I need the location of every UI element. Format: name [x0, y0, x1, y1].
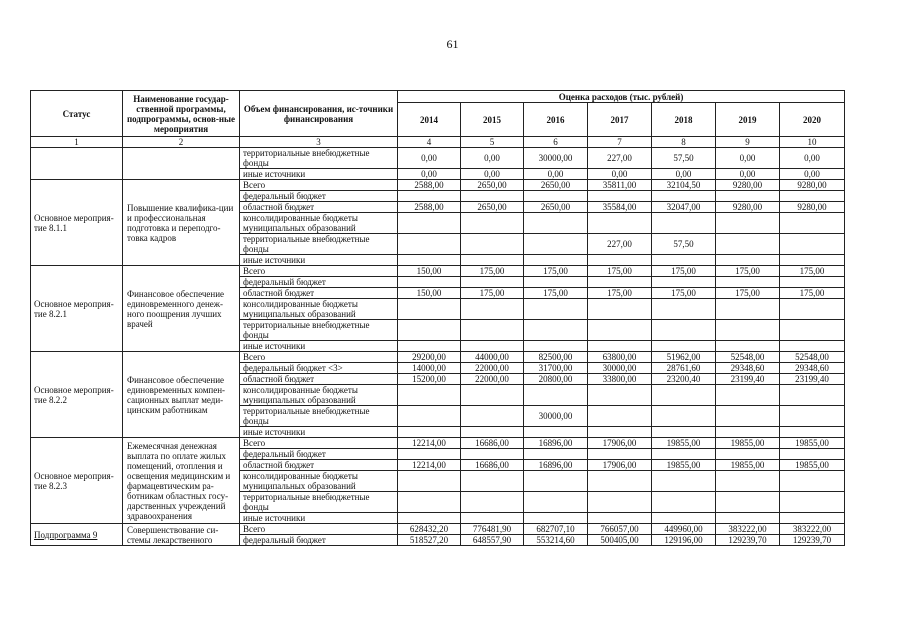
funding-source: федеральный бюджет <3>	[240, 363, 398, 374]
amount-cell: 15200,00	[398, 374, 461, 385]
amount-cell	[588, 341, 652, 352]
funding-source: территориальные внебюджетные фонды	[240, 148, 398, 169]
amount-cell	[524, 385, 588, 406]
amount-cell: 31700,00	[524, 363, 588, 374]
amount-cell: 175,00	[780, 266, 845, 277]
amount-cell: 500405,00	[588, 535, 652, 546]
column-number: 7	[588, 137, 652, 148]
amount-cell	[398, 492, 461, 513]
table-row	[31, 266, 845, 277]
status-cell: Подпрограмма 9	[31, 524, 123, 546]
amount-cell	[780, 255, 845, 266]
funding-source: областной бюджет	[240, 460, 398, 471]
amount-cell	[588, 471, 652, 492]
amount-cell	[524, 427, 588, 438]
amount-cell	[588, 299, 652, 320]
amount-cell	[588, 213, 652, 234]
status-cell: Основное мероприя-тие 8.2.3	[31, 438, 123, 524]
status-cell: Основное мероприя-тие 8.2.2	[31, 352, 123, 438]
amount-cell: 150,00	[398, 266, 461, 277]
amount-cell: 63800,00	[588, 352, 652, 363]
amount-cell	[398, 299, 461, 320]
funding-source: федеральный бюджет	[240, 449, 398, 460]
amount-cell: 17906,00	[588, 460, 652, 471]
funding-source: областной бюджет	[240, 202, 398, 213]
amount-cell	[588, 320, 652, 341]
amount-cell: 2588,00	[398, 202, 461, 213]
funding-source: иные источники	[240, 513, 398, 524]
amount-cell	[588, 277, 652, 288]
header-name: Наименование государ-ственной программы, подпрограммы, основ-ные мероприятия	[123, 91, 240, 137]
header-year: 2015	[461, 103, 524, 137]
measure-name-cell: Финансовое обеспечение единовременных компен-сационных выплат меди-цинским работникам	[123, 352, 240, 438]
amount-cell	[716, 385, 780, 406]
amount-cell	[716, 234, 780, 255]
amount-cell: 0,00	[716, 169, 780, 180]
amount-cell: 0,00	[398, 148, 461, 169]
amount-cell: 383222,00	[716, 524, 780, 535]
amount-cell	[652, 191, 716, 202]
table-row	[31, 352, 845, 363]
funding-source: областной бюджет	[240, 288, 398, 299]
amount-cell: 23199,40	[780, 374, 845, 385]
amount-cell: 28761,60	[652, 363, 716, 374]
funding-source: консолидированные бюджеты муниципальных образований	[240, 385, 398, 406]
amount-cell: 129239,70	[716, 535, 780, 546]
amount-cell	[716, 299, 780, 320]
amount-cell	[524, 341, 588, 352]
amount-cell	[398, 471, 461, 492]
amount-cell: 150,00	[398, 288, 461, 299]
amount-cell: 52548,00	[780, 352, 845, 363]
amount-cell: 175,00	[716, 266, 780, 277]
amount-cell: 518527,20	[398, 535, 461, 546]
amount-cell	[780, 320, 845, 341]
amount-cell	[716, 427, 780, 438]
amount-cell	[524, 449, 588, 460]
amount-cell	[652, 213, 716, 234]
amount-cell: 82500,00	[524, 352, 588, 363]
status-cell	[31, 148, 123, 180]
amount-cell	[780, 299, 845, 320]
amount-cell: 0,00	[652, 169, 716, 180]
amount-cell	[524, 234, 588, 255]
amount-cell	[652, 320, 716, 341]
funding-source: Всего	[240, 524, 398, 535]
amount-cell	[588, 191, 652, 202]
funding-source: Всего	[240, 180, 398, 191]
amount-cell	[398, 341, 461, 352]
amount-cell	[588, 406, 652, 427]
amount-cell	[780, 406, 845, 427]
amount-cell: 2650,00	[461, 180, 524, 191]
amount-cell: 776481,90	[461, 524, 524, 535]
header-year: 2016	[524, 103, 588, 137]
amount-cell	[588, 385, 652, 406]
header-year: 2019	[716, 103, 780, 137]
amount-cell	[716, 513, 780, 524]
amount-cell: 0,00	[780, 169, 845, 180]
amount-cell: 16896,00	[524, 438, 588, 449]
status-cell: Основное мероприя-тие 8.1.1	[31, 180, 123, 266]
header-year: 2017	[588, 103, 652, 137]
amount-cell: 2650,00	[461, 202, 524, 213]
column-number: 2	[123, 137, 240, 148]
column-number: 8	[652, 137, 716, 148]
name-cell	[123, 148, 240, 180]
table-row	[31, 180, 845, 191]
amount-cell	[461, 513, 524, 524]
amount-cell	[588, 255, 652, 266]
amount-cell: 129196,00	[652, 535, 716, 546]
funding-source: консолидированные бюджеты муниципальных образований	[240, 213, 398, 234]
funding-source: иные источники	[240, 169, 398, 180]
page-number: 61	[446, 37, 459, 51]
header-status: Статус	[31, 91, 123, 137]
measure-name-cell: Совершенствование си-стемы лекарственного	[123, 524, 240, 546]
amount-cell	[588, 427, 652, 438]
column-number: 4	[398, 137, 461, 148]
measure-name-cell: Повышение квалифика-ции и профессиональная подготовка и переподго-товка кадров	[123, 180, 240, 266]
amount-cell	[398, 449, 461, 460]
amount-cell: 51962,00	[652, 352, 716, 363]
amount-cell	[461, 191, 524, 202]
amount-cell	[524, 492, 588, 513]
amount-cell: 9280,00	[716, 180, 780, 191]
amount-cell: 35811,00	[588, 180, 652, 191]
amount-cell: 12214,00	[398, 438, 461, 449]
amount-cell	[461, 299, 524, 320]
amount-cell: 0,00	[461, 148, 524, 169]
amount-cell	[780, 191, 845, 202]
amount-cell	[524, 471, 588, 492]
amount-cell	[461, 385, 524, 406]
amount-cell: 227,00	[588, 148, 652, 169]
amount-cell: 23199,40	[716, 374, 780, 385]
amount-cell	[461, 255, 524, 266]
amount-cell	[461, 234, 524, 255]
amount-cell	[398, 277, 461, 288]
table-body	[31, 148, 845, 546]
amount-cell: 383222,00	[780, 524, 845, 535]
table-row	[31, 438, 845, 449]
amount-cell: 52548,00	[716, 352, 780, 363]
funding-source: Всего	[240, 352, 398, 363]
amount-cell	[461, 427, 524, 438]
amount-cell	[716, 255, 780, 266]
amount-cell	[398, 513, 461, 524]
amount-cell: 19855,00	[780, 438, 845, 449]
amount-cell: 19855,00	[716, 438, 780, 449]
amount-cell	[716, 406, 780, 427]
amount-cell: 0,00	[398, 169, 461, 180]
amount-cell	[780, 341, 845, 352]
amount-cell: 19855,00	[716, 460, 780, 471]
amount-cell: 0,00	[461, 169, 524, 180]
amount-cell	[524, 277, 588, 288]
amount-cell	[588, 449, 652, 460]
amount-cell	[398, 255, 461, 266]
amount-cell	[652, 513, 716, 524]
funding-source: Всего	[240, 266, 398, 277]
amount-cell	[524, 213, 588, 234]
amount-cell: 0,00	[588, 169, 652, 180]
amount-cell	[652, 341, 716, 352]
amount-cell	[588, 513, 652, 524]
amount-cell: 22000,00	[461, 363, 524, 374]
header-year: 2014	[398, 103, 461, 137]
amount-cell	[461, 471, 524, 492]
funding-source: территориальные внебюджетные фонды	[240, 234, 398, 255]
amount-cell	[652, 449, 716, 460]
funding-source: территориальные внебюджетные фонды	[240, 406, 398, 427]
amount-cell	[398, 385, 461, 406]
table-row	[31, 524, 845, 535]
amount-cell: 35584,00	[588, 202, 652, 213]
column-number: 5	[461, 137, 524, 148]
amount-cell: 22000,00	[461, 374, 524, 385]
amount-cell	[398, 234, 461, 255]
funding-source: Всего	[240, 438, 398, 449]
funding-source: федеральный бюджет	[240, 535, 398, 546]
amount-cell	[716, 449, 780, 460]
amount-cell	[524, 320, 588, 341]
amount-cell: 648557,90	[461, 535, 524, 546]
amount-cell	[652, 255, 716, 266]
amount-cell: 16686,00	[461, 460, 524, 471]
amount-cell: 227,00	[588, 234, 652, 255]
amount-cell: 553214,60	[524, 535, 588, 546]
amount-cell	[524, 299, 588, 320]
amount-cell: 628432,20	[398, 524, 461, 535]
funding-source: консолидированные бюджеты муниципальных образований	[240, 299, 398, 320]
amount-cell: 0,00	[780, 148, 845, 169]
amount-cell: 175,00	[588, 288, 652, 299]
amount-cell: 2588,00	[398, 180, 461, 191]
amount-cell: 0,00	[716, 148, 780, 169]
amount-cell: 9280,00	[780, 202, 845, 213]
funding-source: федеральный бюджет	[240, 277, 398, 288]
funding-source: территориальные внебюджетные фонды	[240, 320, 398, 341]
amount-cell: 2650,00	[524, 180, 588, 191]
amount-cell: 19855,00	[652, 460, 716, 471]
amount-cell	[461, 492, 524, 513]
funding-source: иные источники	[240, 255, 398, 266]
amount-cell: 175,00	[652, 288, 716, 299]
amount-cell: 19855,00	[652, 438, 716, 449]
amount-cell	[461, 277, 524, 288]
amount-cell: 175,00	[780, 288, 845, 299]
header-financing: Объем финансирования, ис-точники финансирования	[240, 91, 398, 137]
amount-cell	[652, 471, 716, 492]
column-number: 6	[524, 137, 588, 148]
amount-cell: 175,00	[524, 266, 588, 277]
amount-cell	[398, 320, 461, 341]
amount-cell: 33800,00	[588, 374, 652, 385]
amount-cell	[652, 299, 716, 320]
header-estimate: Оценка расходов (тыс. рублей)	[398, 91, 845, 103]
amount-cell	[398, 427, 461, 438]
amount-cell	[780, 449, 845, 460]
amount-cell	[652, 427, 716, 438]
amount-cell: 175,00	[588, 266, 652, 277]
amount-cell: 9280,00	[716, 202, 780, 213]
amount-cell: 175,00	[716, 288, 780, 299]
amount-cell: 29348,60	[780, 363, 845, 374]
amount-cell	[780, 492, 845, 513]
amount-cell	[398, 406, 461, 427]
funding-source: консолидированные бюджеты муниципальных образований	[240, 471, 398, 492]
amount-cell: 14000,00	[398, 363, 461, 374]
budget-table	[30, 90, 845, 546]
column-number: 10	[780, 137, 845, 148]
amount-cell	[524, 191, 588, 202]
amount-cell	[652, 492, 716, 513]
amount-cell	[716, 277, 780, 288]
amount-cell	[588, 492, 652, 513]
amount-cell	[780, 471, 845, 492]
amount-cell: 57,50	[652, 148, 716, 169]
amount-cell	[780, 427, 845, 438]
funding-source: иные источники	[240, 427, 398, 438]
amount-cell: 175,00	[652, 266, 716, 277]
amount-cell: 30000,00	[588, 363, 652, 374]
amount-cell: 16896,00	[524, 460, 588, 471]
amount-cell	[398, 191, 461, 202]
amount-cell: 30000,00	[524, 148, 588, 169]
amount-cell: 23200,40	[652, 374, 716, 385]
amount-cell	[716, 320, 780, 341]
funding-source: территориальные внебюджетные фонды	[240, 492, 398, 513]
measure-name-cell: Финансовое обеспечение единовременного денеж-ного поощрения лучших врачей	[123, 266, 240, 352]
amount-cell: 0,00	[524, 169, 588, 180]
measure-name-cell: Ежемесячная денежная выплата по оплате жилых помещений, отопления и освещения медицинским и фармацевтическим ра-ботникам областных госу-дарственных учреждений здравоохранения	[123, 438, 240, 524]
amount-cell: 30000,00	[524, 406, 588, 427]
amount-cell: 766057,00	[588, 524, 652, 535]
amount-cell	[461, 341, 524, 352]
amount-cell: 2650,00	[524, 202, 588, 213]
amount-cell: 29200,00	[398, 352, 461, 363]
amount-cell	[652, 406, 716, 427]
amount-cell: 32104,50	[652, 180, 716, 191]
table-row	[31, 148, 845, 169]
amount-cell: 9280,00	[780, 180, 845, 191]
amount-cell	[524, 513, 588, 524]
amount-cell: 12214,00	[398, 460, 461, 471]
funding-source: иные источники	[240, 341, 398, 352]
amount-cell: 20800,00	[524, 374, 588, 385]
amount-cell	[780, 513, 845, 524]
amount-cell	[461, 406, 524, 427]
column-number: 1	[31, 137, 123, 148]
amount-cell: 682707,10	[524, 524, 588, 535]
header-year: 2020	[780, 103, 845, 137]
amount-cell: 29348,60	[716, 363, 780, 374]
amount-cell	[716, 213, 780, 234]
amount-cell	[461, 213, 524, 234]
amount-cell: 175,00	[461, 288, 524, 299]
amount-cell: 19855,00	[780, 460, 845, 471]
amount-cell	[716, 191, 780, 202]
column-number: 3	[240, 137, 398, 148]
column-number: 9	[716, 137, 780, 148]
amount-cell: 44000,00	[461, 352, 524, 363]
amount-cell	[716, 341, 780, 352]
amount-cell	[780, 385, 845, 406]
status-cell: Основное мероприя-тие 8.2.1	[31, 266, 123, 352]
amount-cell	[780, 213, 845, 234]
amount-cell: 449960,00	[652, 524, 716, 535]
amount-cell: 175,00	[524, 288, 588, 299]
funding-source: федеральный бюджет	[240, 191, 398, 202]
amount-cell	[780, 277, 845, 288]
amount-cell: 16686,00	[461, 438, 524, 449]
amount-cell: 57,50	[652, 234, 716, 255]
amount-cell: 32047,00	[652, 202, 716, 213]
amount-cell	[780, 234, 845, 255]
amount-cell	[398, 213, 461, 234]
amount-cell: 129239,70	[780, 535, 845, 546]
amount-cell	[524, 255, 588, 266]
amount-cell: 17906,00	[588, 438, 652, 449]
table-header	[31, 91, 845, 148]
amount-cell	[461, 320, 524, 341]
amount-cell	[652, 385, 716, 406]
amount-cell	[716, 492, 780, 513]
amount-cell	[652, 277, 716, 288]
header-year: 2018	[652, 103, 716, 137]
amount-cell: 175,00	[461, 266, 524, 277]
amount-cell	[461, 449, 524, 460]
funding-source: областной бюджет	[240, 374, 398, 385]
amount-cell	[716, 471, 780, 492]
